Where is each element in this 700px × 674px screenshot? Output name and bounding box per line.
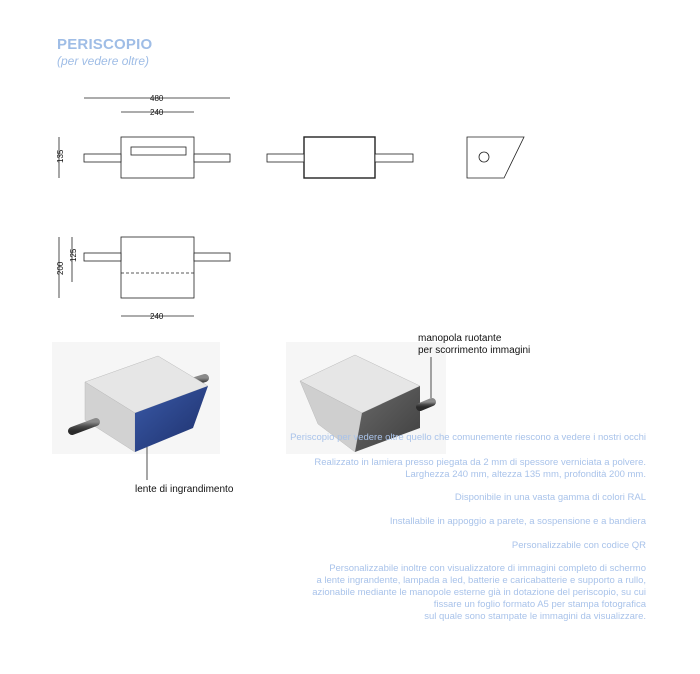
front-body	[121, 137, 194, 178]
dim-200-label: 200	[56, 261, 65, 275]
left-rod	[84, 154, 121, 162]
back-right-rod	[375, 154, 413, 162]
description-line-1: Periscopio per vedere oltre quello che comunemente riescono a vedere i nostri occhi	[290, 432, 646, 443]
description-line-10: fissare un foglio formato A5 per stampa fotografica	[433, 599, 646, 610]
section-view	[59, 237, 230, 316]
right-rod	[194, 154, 230, 162]
knob-callout-line2: per scorrimento immagini	[418, 345, 531, 356]
description-line-7: Personalizzabile inoltre con visualizzatore di immagini completo di schermo	[329, 563, 646, 574]
front-view	[59, 98, 230, 178]
description-line-6: Personalizzabile con codice QR	[511, 540, 646, 551]
description-line-8: a lente ingrandente, lampada a led, batterie e caricabatterie e supporto a rullo,	[316, 575, 646, 586]
render-knob-rod	[420, 402, 432, 407]
side-profile	[467, 137, 524, 178]
side-rod-hole	[479, 152, 489, 162]
product-subtitle: (per vedere oltre)	[57, 54, 150, 68]
viewing-slot	[131, 147, 186, 155]
knob-callout-line1: manopola ruotante	[418, 333, 502, 344]
section-body	[121, 237, 194, 298]
dim-125-label: 125	[69, 248, 78, 262]
side-view	[467, 137, 524, 178]
dim-480-label: 480	[150, 94, 164, 103]
render-front	[52, 342, 220, 480]
back-view	[267, 137, 413, 178]
dim-135-label: 135	[56, 149, 65, 163]
back-left-rod	[267, 154, 304, 162]
lens-callout-label: lente di ingrandimento	[135, 484, 234, 495]
description-line-9: azionabile mediante le manopole esterne già in dotazione del periscopio, su cui	[312, 587, 646, 598]
dim-240-label: 240	[150, 108, 164, 117]
description-line-11: sul quale sono stampate le immagini da visualizzare.	[424, 611, 646, 622]
description-line-2: Realizzato in lamiera presso piegata da 2 mm di spessore verniciata a polvere.	[314, 457, 646, 468]
description-line-4: Disponibile in una vasta gamma di colori RAL	[454, 492, 646, 503]
knob-callout-label	[418, 333, 530, 357]
dim-bottom-240-label: 240	[150, 312, 164, 321]
back-body	[304, 137, 375, 178]
description-line-3: Larghezza 240 mm, altezza 135 mm, profondità 200 mm.	[405, 469, 646, 480]
description-line-5: Installabile in appoggio a parete, a sospensione e a bandiera	[389, 516, 646, 527]
section-left-rod	[84, 253, 121, 261]
product-title: PERISCOPIO	[57, 36, 153, 53]
section-right-rod	[194, 253, 230, 261]
